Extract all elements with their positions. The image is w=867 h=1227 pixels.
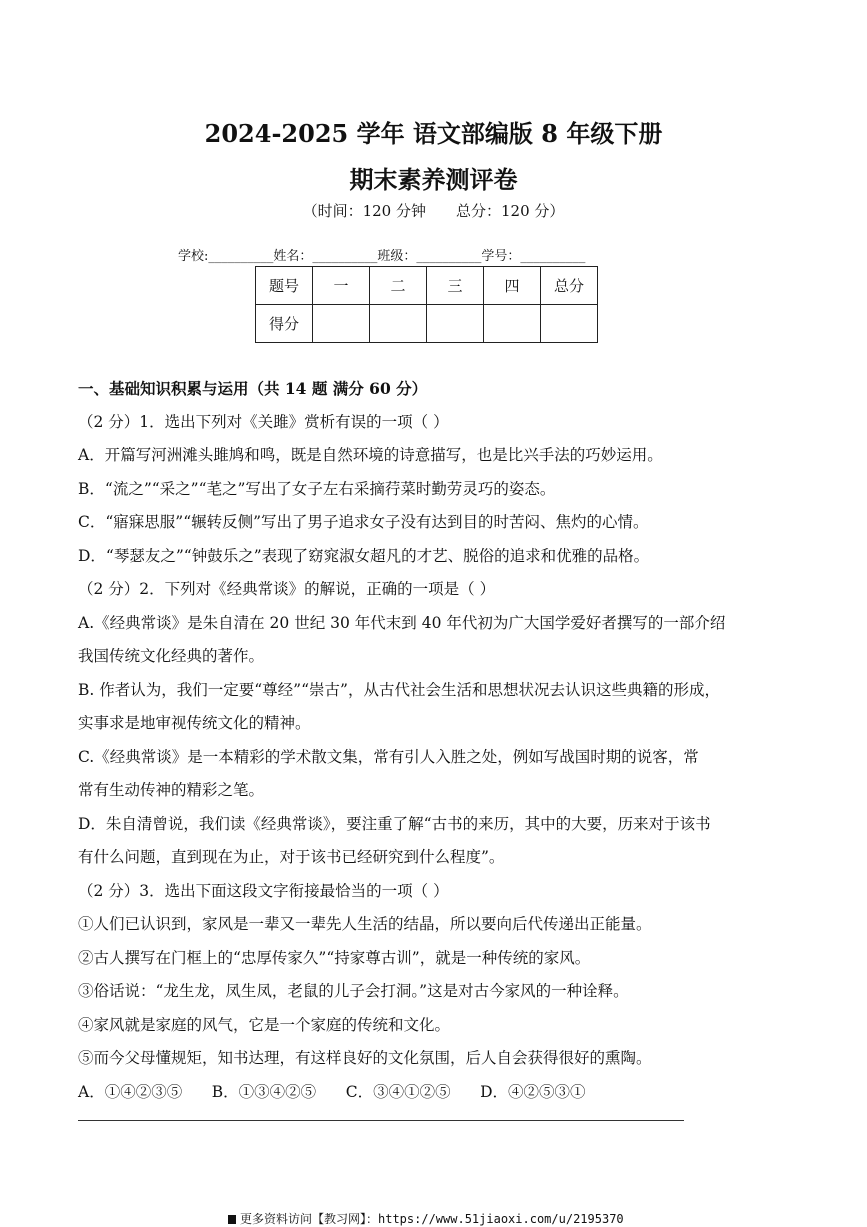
answer-option: A.《经典常谈》是朱自清在 20 世纪 30 年代末到 40 年代初为广大国学爱好者撰写的一部介绍	[78, 613, 726, 632]
score-cell	[427, 305, 484, 343]
score-cell: 得分	[256, 305, 313, 343]
score-cell: 三	[427, 267, 484, 305]
exam-subtitle: 期末素养测评卷	[349, 165, 518, 194]
sentence-item: ②古人撰写在门框上的“忠厚传家久”“持家尊古训”，就是一种传统的家风。	[78, 948, 591, 967]
answer-option: C．“寤寐思服”“辗转反侧”写出了男子追求女子没有达到目的时苦闷、焦灼的心情。	[78, 513, 649, 531]
time-score-info: （时间：120 分钟 总分：120 分）	[302, 202, 565, 220]
question-stem: （2 分）3．选出下面这段文字衔接最恰当的一项（ ）	[78, 881, 449, 900]
answer-option-continued: 实事求是地审视传统文化的精神。	[78, 714, 311, 732]
answer-option: A．开篇写河洲滩头雎鸠和鸣，既是自然环境的诗意描写，也是比兴手法的巧妙运用。	[78, 446, 663, 464]
divider-line	[78, 1120, 684, 1121]
score-cell	[370, 305, 427, 343]
score-cell	[313, 305, 370, 343]
score-cell: 一	[313, 267, 370, 305]
question-stem: （2 分）2．下列对《经典常谈》的解说，正确的一项是（ ）	[78, 580, 496, 598]
sentence-item: ①人们已认识到，家风是一辈又一辈先人生活的结晶，所以要向后代传递出正能量。	[78, 915, 652, 933]
score-cell: 题号	[256, 267, 313, 305]
footer-text: 更多资料访问【教习网】：https://www.51jiaoxi.com/u/2195370	[240, 1212, 624, 1226]
answer-option: B．“流之”“采之”“芼之”写出了女子左右采摘荇菜时勤劳灵巧的姿态。	[78, 479, 556, 498]
score-table-header-row	[256, 267, 598, 305]
student-info-line: 学校:__________姓名：__________班级：__________学号：__________	[178, 249, 586, 264]
score-cell: 二	[370, 267, 427, 305]
answer-option: B. 作者认为，我们一定要“尊经”“崇古”，从古代社会生活和思想状况去认识这些典籍的形成，	[78, 680, 720, 699]
answer-option: D．朱自清曾说，我们读《经典常谈》，要注重了解“古书的来历，其中的大要，历来对于该书	[78, 814, 711, 833]
exam-title: 2024-2025 学年 语文部编版 8 年级下册	[204, 119, 663, 148]
answer-option: C.《经典常谈》是一本精彩的学术散文集，常有引人入胜之处，例如写战国时期的说客，常	[78, 747, 699, 766]
answer-option-continued: 我国传统文化经典的著作。	[78, 647, 265, 665]
answer-option-continued: 常有生动传神的精彩之笔。	[78, 781, 265, 799]
score-table-score-row	[256, 305, 598, 343]
score-cell: 总分	[541, 267, 598, 305]
footer-link[interactable]	[228, 1210, 624, 1227]
question-content	[78, 372, 783, 1109]
flag-icon	[228, 1215, 236, 1224]
answer-option: D．“琴瑟友之”“钟鼓乐之”表现了窈窕淑女超凡的才艺、脱俗的追求和优雅的品格。	[78, 546, 650, 565]
sentence-item: ⑤而今父母懂规矩，知书达理，有这样良好的文化氛围，后人自会获得很好的熏陶。	[78, 1049, 652, 1067]
sentence-item: ④家风就是家庭的风气，它是一个家庭的传统和文化。	[78, 1015, 451, 1034]
score-cell	[484, 305, 541, 343]
question-stem: （2 分）1．选出下列对《关雎》赏析有误的一项（ ）	[78, 412, 449, 431]
score-cell	[541, 305, 598, 343]
section-heading: 一、基础知识积累与运用（共 14 题 满分 60 分）	[78, 379, 428, 398]
score-table	[255, 266, 598, 343]
answer-choices: A．①④②③⑤ B．①③④②⑤ C．③④①②⑤ D．④②⑤③①	[78, 1082, 586, 1101]
answer-option-continued: 有什么问题，直到现在为止，对于该书已经研究到什么程度”。	[78, 848, 505, 866]
score-cell: 四	[484, 267, 541, 305]
sentence-item: ③俗话说：“龙生龙，凤生凤，老鼠的儿子会打洞。”这是对古今家风的一种诠释。	[78, 982, 629, 1000]
